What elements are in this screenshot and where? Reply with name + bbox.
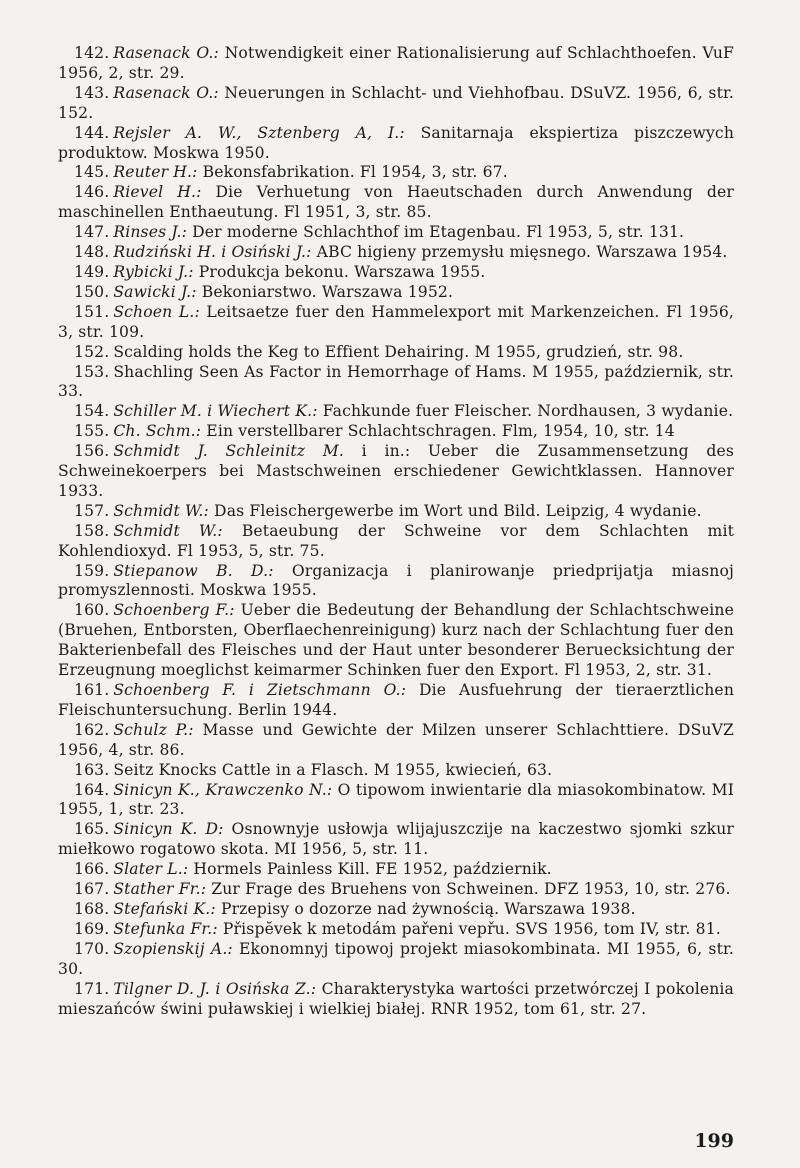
reference-authors: Reuter H.: bbox=[113, 163, 198, 182]
reference-number: 146. bbox=[74, 183, 110, 202]
reference-entry bbox=[58, 920, 734, 940]
reference-number: 169. bbox=[74, 919, 110, 938]
reference-number: 164. bbox=[74, 780, 110, 799]
reference-authors: Sinicyn K., Krawczenko N.: bbox=[113, 780, 333, 799]
reference-text: Przepisy o dozorze nad żywnością. Warszawa 1938. bbox=[220, 899, 636, 918]
reference-authors: Schiller M. i Wiechert K.: bbox=[113, 402, 318, 421]
reference-entry bbox=[58, 781, 734, 821]
bibliography-list bbox=[58, 44, 734, 1019]
reference-text: Osnownyje usłowja wlijajuszczije na kaczestwo sjomki szkur miełkowo rogatowo skota. MI 1956, 5, str. 11. bbox=[58, 820, 734, 859]
reference-authors: Slater L.: bbox=[113, 860, 189, 879]
reference-number: 161. bbox=[74, 681, 110, 699]
reference-entry bbox=[58, 820, 734, 860]
reference-entry bbox=[58, 183, 734, 223]
reference-text: Seitz Knocks Cattle in a Flasch. M 1955, kwiecień, 63. bbox=[113, 760, 553, 779]
reference-authors: Rybicki J.: bbox=[113, 262, 194, 281]
reference-text: ABC higieny przemysłu mięsnego. Warszawa 1954. bbox=[316, 243, 728, 262]
reference-text: O tipowom inwientarie dla miasokombinatow. MI 1955, 1, str. 23. bbox=[58, 780, 734, 819]
reference-number: 159. bbox=[74, 561, 110, 580]
reference-text: Der moderne Schlachthof im Etagenbau. Fl 1953, 5, str. 131. bbox=[192, 223, 685, 242]
reference-text: Fachkunde fuer Fleischer. Nordhausen, 3 wydanie. bbox=[322, 402, 734, 421]
reference-entry bbox=[58, 283, 734, 303]
reference-text: Die Verhuetung von Haeutschaden durch Anwendung der maschinellen Enthaeutung. Fl 1951, 3, str. 85. bbox=[58, 183, 734, 222]
reference-text: Masse und Gewichte der Milzen unserer Schlachttiere. DSuVZ 1956, 4, str. 86. bbox=[58, 720, 734, 759]
reference-entry bbox=[58, 502, 734, 522]
reference-authors: Stefański K.: bbox=[113, 899, 216, 918]
reference-number: 142. bbox=[74, 44, 110, 62]
reference-authors: Schoenberg F.: bbox=[113, 601, 235, 620]
reference-number: 163. bbox=[74, 760, 110, 779]
reference-authors: Rinses J.: bbox=[113, 223, 188, 242]
reference-entry bbox=[58, 721, 734, 761]
reference-text: Hormels Painless Kill. FE 1952, październik. bbox=[193, 860, 552, 879]
reference-authors: Schoenberg F. i Zietschmann O.: bbox=[113, 681, 407, 699]
reference-number: 165. bbox=[74, 820, 110, 839]
reference-text: Das Fleischergewerbe im Wort und Bild. Leipzig, 4 wydanie. bbox=[214, 501, 702, 520]
reference-text: Scalding holds the Keg to Effient Dehairing. M 1955, grudzień, str. 98. bbox=[113, 342, 684, 361]
reference-number: 151. bbox=[74, 302, 110, 321]
reference-number: 153. bbox=[74, 362, 110, 381]
reference-authors: Tilgner D. J. i Osińska Z.: bbox=[113, 979, 317, 998]
reference-text: Ein verstellbarer Schlachtschragen. Flm, 1954, 10, str. 14 bbox=[206, 422, 675, 441]
reference-entry bbox=[58, 900, 734, 920]
reference-authors: Stather Fr.: bbox=[113, 880, 207, 899]
reference-text: Bekoniarstwo. Warszawa 1952. bbox=[201, 282, 454, 301]
reference-number: 171. bbox=[74, 979, 110, 998]
reference-authors: Schoen L.: bbox=[113, 302, 200, 321]
reference-authors: Stefunka Fr.: bbox=[113, 919, 218, 938]
reference-authors: Rudziński H. i Osiński J.: bbox=[113, 243, 312, 262]
reference-entry bbox=[58, 980, 734, 1020]
reference-entry bbox=[58, 562, 734, 602]
reference-number: 168. bbox=[74, 899, 110, 918]
reference-number: 158. bbox=[74, 521, 110, 540]
reference-entry bbox=[58, 163, 734, 183]
reference-entry bbox=[58, 940, 734, 980]
reference-text: Sanitarnaja ekspiertiza piszczewych produktow. Moskwa 1950. bbox=[58, 123, 735, 162]
reference-authors: Schulz P.: bbox=[113, 720, 194, 739]
reference-entry bbox=[58, 44, 734, 84]
reference-entry bbox=[58, 343, 734, 363]
reference-authors: Szopienskij A.: bbox=[113, 939, 233, 958]
reference-entry bbox=[58, 84, 734, 124]
reference-text: Ueber die Bedeutung der Behandlung der Schlachtschweine (Bruehen, Entborsten, Oberflaechenreinigung) kurz nach der Schlachtung fuer den Bakterienbefall des Fleisches und der Haut unter besonderer Beruecksichtung der Erzeugnung moeglichst keimarmer Schinken fuer den Export. Fl 1953, 2, str. 31. bbox=[58, 601, 735, 680]
reference-number: 150. bbox=[74, 282, 110, 301]
reference-number: 160. bbox=[74, 601, 110, 620]
reference-number: 148. bbox=[74, 243, 110, 262]
reference-authors: Schmidt W.: bbox=[113, 501, 209, 520]
reference-entry bbox=[58, 681, 734, 721]
reference-entry bbox=[58, 363, 734, 403]
reference-authors: Sawicki J.: bbox=[113, 282, 197, 301]
reference-number: 162. bbox=[74, 720, 110, 739]
reference-text: Přispĕvek k metodám pařeni vepřu. SVS 1956, tom IV, str. 81. bbox=[222, 919, 721, 938]
reference-entry bbox=[58, 522, 734, 562]
reference-entry bbox=[58, 223, 734, 243]
reference-number: 170. bbox=[74, 939, 110, 958]
reference-text: Charakterystyka wartości przetwórczej I pokolenia mieszańców świni puławskiej i wielkiej białej. RNR 1952, tom 61, str. 27. bbox=[58, 979, 734, 1018]
reference-text: Neuerungen in Schlacht- und Viehhofbau. DSuVZ. 1956, 6, str. 152. bbox=[58, 83, 735, 122]
reference-entry bbox=[58, 880, 734, 900]
reference-entry bbox=[58, 860, 734, 880]
reference-text: Shachling Seen As Factor in Hemorrhage of Hams. M 1955, październik, str. 33. bbox=[58, 362, 734, 401]
reference-text: Leitsaetze fuer den Hammelexport mit Markenzeichen. Fl 1956, 3, str. 109. bbox=[58, 302, 734, 341]
reference-number: 152. bbox=[74, 342, 110, 361]
reference-number: 149. bbox=[74, 262, 110, 281]
reference-text: i in.: Ueber die Zusammensetzung des Schweinekoerpers bei Mastschweinen erschiedener Gewichtklassen. Hannover 1933. bbox=[58, 442, 735, 500]
reference-number: 143. bbox=[74, 83, 110, 102]
reference-number: 147. bbox=[74, 223, 110, 242]
reference-entry bbox=[58, 243, 734, 263]
reference-text: Produkcja bekonu. Warszawa 1955. bbox=[198, 262, 486, 281]
reference-text: Die Ausfuehrung der tieraerztlichen Fleischuntersuchung. Berlin 1944. bbox=[58, 681, 735, 719]
reference-number: 154. bbox=[74, 402, 110, 421]
reference-text: Zur Frage des Bruehens von Schweinen. DFZ 1953, 10, str. 276. bbox=[211, 880, 731, 899]
reference-authors: Rasenack O.: bbox=[113, 44, 219, 62]
reference-number: 145. bbox=[74, 163, 110, 182]
reference-number: 157. bbox=[74, 501, 110, 520]
reference-authors: Rievel H.: bbox=[113, 183, 202, 202]
reference-entry bbox=[58, 601, 734, 681]
reference-entry bbox=[58, 263, 734, 283]
reference-number: 144. bbox=[74, 123, 110, 142]
reference-authors: Stiepanow B. D.: bbox=[113, 561, 274, 580]
reference-authors: Ch. Schm.: bbox=[113, 422, 202, 441]
reference-number: 155. bbox=[74, 422, 110, 441]
reference-entry bbox=[58, 442, 734, 502]
reference-entry bbox=[58, 402, 734, 422]
reference-entry bbox=[58, 761, 734, 781]
reference-authors: Rejsler A. W., Sztenberg A, I.: bbox=[113, 123, 405, 142]
reference-authors: Schmidt J. Schleinitz M. bbox=[113, 442, 344, 461]
reference-number: 166. bbox=[74, 860, 110, 879]
reference-number: 156. bbox=[74, 442, 110, 461]
reference-text: Ekonomnyj tipowoj projekt miasokombinata. MI 1955, 6, str. 30. bbox=[58, 939, 735, 978]
page-number: 199 bbox=[694, 1130, 734, 1152]
reference-text: Bekonsfabrikation. Fl 1954, 3, str. 67. bbox=[202, 163, 508, 182]
reference-entry bbox=[58, 303, 734, 343]
reference-authors: Schmidt W.: bbox=[113, 521, 223, 540]
reference-number: 167. bbox=[74, 880, 110, 899]
reference-authors: Sinicyn K. D: bbox=[113, 820, 224, 839]
reference-entry bbox=[58, 422, 734, 442]
reference-entry bbox=[58, 124, 734, 164]
reference-text: Betaeubung der Schweine vor dem Schlachten mit Kohlendioxyd. Fl 1953, 5, str. 75. bbox=[58, 521, 735, 560]
reference-text: Notwendigkeit einer Rationalisierung auf Schlachthoefen. VuF 1956, 2, str. 29. bbox=[58, 44, 734, 82]
reference-authors: Rasenack O.: bbox=[113, 83, 219, 102]
reference-text: Organizacja i planirowanje priedprijatja miasnoj promyszlennosti. Moskwa 1955. bbox=[58, 561, 735, 600]
